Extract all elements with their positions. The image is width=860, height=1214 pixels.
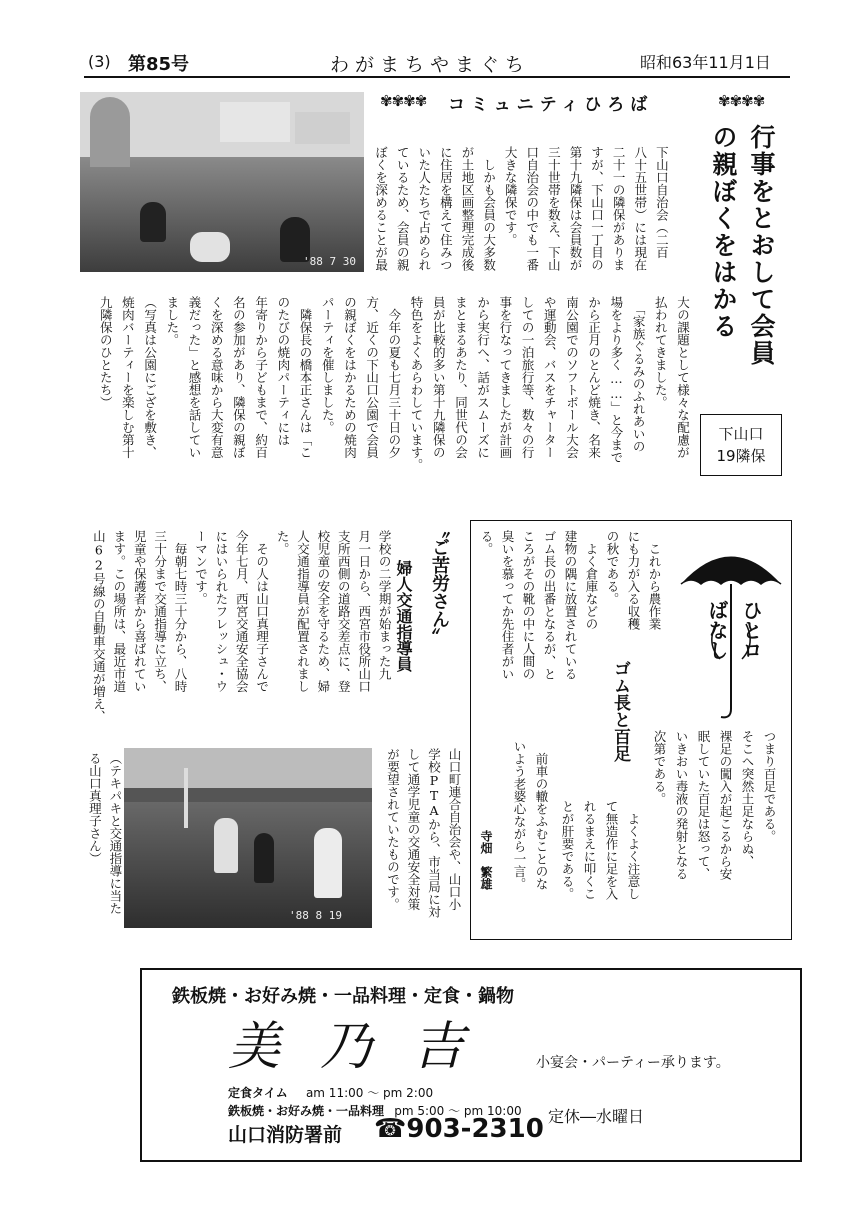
- text-column: にも力が入る収穫: [626, 530, 641, 630]
- text-column: 二十一の隣保がありま: [611, 146, 627, 271]
- lunch-time: am 11:00 ～ pm 2:00: [305, 1086, 434, 1100]
- hitoro-title: [700, 600, 768, 720]
- ad-phone: ☎903-2310: [374, 1114, 544, 1144]
- text-column: （写真は公園にござを敷き、: [142, 296, 158, 459]
- text-column: から正月のとんど焼き、名来: [586, 296, 602, 459]
- hitoro-body-lower: [508, 740, 552, 930]
- text-column: そこへ突然土足ならぬ、: [740, 730, 755, 868]
- text-column: 人交通指導員が配置されまし: [295, 530, 311, 693]
- hitoro-body-middle: [556, 800, 644, 930]
- text-column: 「家族ぐるみのふれあいの: [631, 296, 647, 453]
- text-column: から実行へ、話がスムーズに: [475, 296, 491, 459]
- gokurou-caption: [84, 752, 125, 932]
- text-column: 大きな隣保です。: [503, 146, 519, 246]
- issue-date: 昭和63年11月1日: [640, 53, 771, 72]
- ad-shop-name: 美乃吉: [228, 1017, 505, 1077]
- text-column: 南公園でのソフトボール大会: [564, 296, 580, 459]
- text-column: 八十五世帯）には現在: [632, 146, 648, 271]
- text-column: とが肝要である。: [560, 800, 575, 900]
- text-column: のたびの焼肉パーティには: [275, 296, 291, 446]
- text-column: 前車の轍をふむことのな: [534, 740, 549, 890]
- text-column: よく倉庫などの: [584, 530, 599, 630]
- community-body-lower: [94, 296, 693, 496]
- text-column: 毎朝七時三十分から、八時: [173, 530, 189, 693]
- group-tag-line-2: 19隣保: [716, 447, 766, 465]
- text-column: 義だった」と感想を話してい: [187, 296, 203, 459]
- text-column: して通学児童の交通安全対策: [406, 748, 421, 911]
- text-column: 九隣保のひとたち）: [98, 296, 114, 409]
- text-column: ころがその靴の中に人間の: [521, 530, 536, 680]
- paper-title: わがまちやまぐち: [330, 54, 531, 76]
- text-column: 臭いを慕ってか先住者がい: [500, 530, 515, 680]
- text-column: 支所西側の道路交差点に、登: [336, 530, 352, 693]
- text-column: 児童や保護者から喜ばれてい: [132, 530, 148, 693]
- dinner-label: 鉄板焼・お好み焼・一品料理: [228, 1104, 385, 1118]
- page-number: (3): [88, 52, 111, 71]
- text-column: 員が比較的多い第十九隣保の: [431, 296, 447, 459]
- text-column: パーティを催しました。: [320, 296, 336, 434]
- headline-line-2: の親ぼくをはかる: [709, 124, 738, 340]
- text-column: 建物の隅に放置されている: [563, 530, 578, 680]
- hitoro-author: 寺畑 繁雄: [479, 830, 493, 890]
- text-column: が土地区画整理完成後: [459, 146, 475, 271]
- text-column: れるまえに叩くこ: [582, 800, 597, 900]
- ad-banquet-note: 小宴会・パーティー承ります。: [536, 1055, 730, 1071]
- text-column: る。: [479, 530, 494, 555]
- group-tag: [700, 414, 782, 476]
- text-column: 三十世帯を数え、下山: [546, 146, 562, 271]
- hitoro-title-line-2: ばなし: [705, 600, 729, 660]
- text-column: 眠していた百足は怒って、: [696, 730, 711, 880]
- text-column: や運動会、バスをチャーター: [542, 296, 558, 459]
- text-column: 事を行なってきましたが計画: [497, 296, 513, 459]
- text-column: 校児童の安全を守るため、婦: [315, 530, 331, 693]
- text-column: る山口真理子さん）: [87, 752, 103, 865]
- text-column: よくよく注意し: [626, 800, 641, 900]
- text-column: 月一日から、西宮市役所山口: [356, 530, 372, 693]
- text-column: て無造作に足を入: [604, 800, 619, 900]
- gokurou-body-lower: [382, 748, 464, 928]
- text-column: 三十分まで交通指導に立ち、: [152, 530, 168, 693]
- hitoro-subtitle: ゴム長と百足: [610, 660, 630, 762]
- text-column: まとまるあたり、同世代の会: [453, 296, 469, 459]
- text-column: これから農作業: [647, 530, 662, 630]
- text-column: 裸足の闖入が起こるから安: [718, 730, 733, 880]
- text-column: 口自治会の中でも一番: [524, 146, 540, 271]
- lunch-label: 定食タイム: [228, 1086, 288, 1100]
- text-column: その人は山口真理子さんで: [254, 530, 270, 693]
- text-column: 今年の夏も七月三十日の夕: [386, 296, 402, 459]
- text-column: いきおい毒液の発射となる: [674, 730, 689, 880]
- text-column: いよう老婆心ながら一言。: [512, 740, 527, 890]
- text-column: 年寄りから子どもまで、約百: [253, 296, 269, 459]
- hitoro-title-line-1: ひとロ: [739, 600, 763, 660]
- community-banner: コミュニティひろば: [448, 95, 654, 115]
- text-column: の親ぼくをはかるための焼肉: [342, 296, 358, 459]
- text-column: ました。: [164, 296, 180, 346]
- text-column: 焼肉バーティーを楽しむ第十: [120, 296, 136, 459]
- gokurou-body-upper: [88, 530, 394, 730]
- text-column: 名の参加があり、隣保の親ぼ: [231, 296, 247, 459]
- issue-number: 第85号: [128, 54, 190, 75]
- photo1-date-stamp: '88 7 30: [303, 255, 356, 268]
- text-column: しかも会員の大多数: [481, 146, 497, 271]
- ad-hours-lunch: [228, 1084, 433, 1101]
- text-column: た。: [275, 530, 291, 555]
- hitoro-body-left: [476, 530, 665, 730]
- text-column: が要望されていたものです。: [385, 748, 401, 911]
- text-column: ぼくを深めることが最: [373, 146, 389, 271]
- text-column: ーマンです。: [193, 530, 209, 605]
- text-column: 隣保長の橋本正さんは「こ: [298, 296, 314, 459]
- text-column: 山口町連合自治会や、山口小: [447, 748, 462, 911]
- text-column: 山62号線の自動車交通が増え、: [91, 530, 107, 723]
- text-column: 場をより多く……」と今まで: [608, 296, 624, 464]
- text-column: 学校PTAから、市当局に対: [426, 748, 442, 918]
- text-column: ているため、会員の親: [395, 146, 411, 271]
- text-column: ます。この場所は、最近市道: [111, 530, 127, 693]
- group-tag-line-1: 下山口: [718, 425, 764, 443]
- photo-traffic-guide: [124, 748, 372, 928]
- ad-location: 山口消防署前: [228, 1124, 343, 1146]
- text-column: しての一泊旅行等、数々の行: [520, 296, 536, 459]
- photo-community-bbq: [80, 92, 364, 272]
- text-column: ゴム長の出番となるが、と: [542, 530, 557, 680]
- text-column: すが、下山口一丁目の: [589, 146, 605, 271]
- text-column: に住居を構えて住みつ: [438, 146, 454, 271]
- text-column: にはいられたフレッシュ・ウ: [213, 530, 229, 693]
- text-column: 方、近くの下山口公園で会員: [364, 296, 380, 459]
- headline-line-1: 行事をとおして会員: [747, 124, 776, 367]
- text-column: つまり百足である。: [762, 730, 777, 843]
- community-headline: [704, 124, 780, 414]
- text-column: の秋である。: [605, 530, 620, 605]
- ad-closed-day: 定休―水曜日: [548, 1107, 645, 1126]
- hitoro-body-right: [648, 730, 780, 930]
- banner-ornament-right: ✾✾✾✾: [718, 92, 765, 110]
- text-column: 今年七月、西宮交通安全協会: [234, 530, 250, 693]
- dinner-time: pm 5:00 ～ pm 10:00: [394, 1104, 522, 1118]
- gokurou-title: 〝ご苦労さん〟: [429, 520, 450, 646]
- text-column: 次第である。: [652, 730, 667, 805]
- text-column: いた人たちで占められ: [416, 146, 432, 271]
- text-column: 第十九隣保は会員数が: [567, 146, 583, 271]
- photo2-date-stamp: '88 8 19: [289, 909, 342, 922]
- text-column: くを深める意味から大変有意: [209, 296, 225, 459]
- community-body-upper: [370, 146, 672, 286]
- gokurou-subtitle: 婦人交通指導員: [394, 560, 413, 672]
- text-column: 下山口自治会（二百: [654, 146, 670, 259]
- text-column: 特色をよくあらわしています。: [409, 296, 425, 471]
- text-column: 学校の二学期が始まった九: [377, 530, 393, 680]
- banner-ornament-left: ✾✾✾✾: [380, 92, 427, 110]
- ad-services: 鉄板焼・お好み焼・一品料理・定食・鍋物: [172, 986, 514, 1007]
- text-column: （テキパキと交通指導に当た: [107, 752, 123, 915]
- text-column: 払われてきました。: [653, 296, 669, 409]
- header-rule: [84, 76, 790, 78]
- text-column: 大の課題として様々な配慮が: [675, 296, 691, 459]
